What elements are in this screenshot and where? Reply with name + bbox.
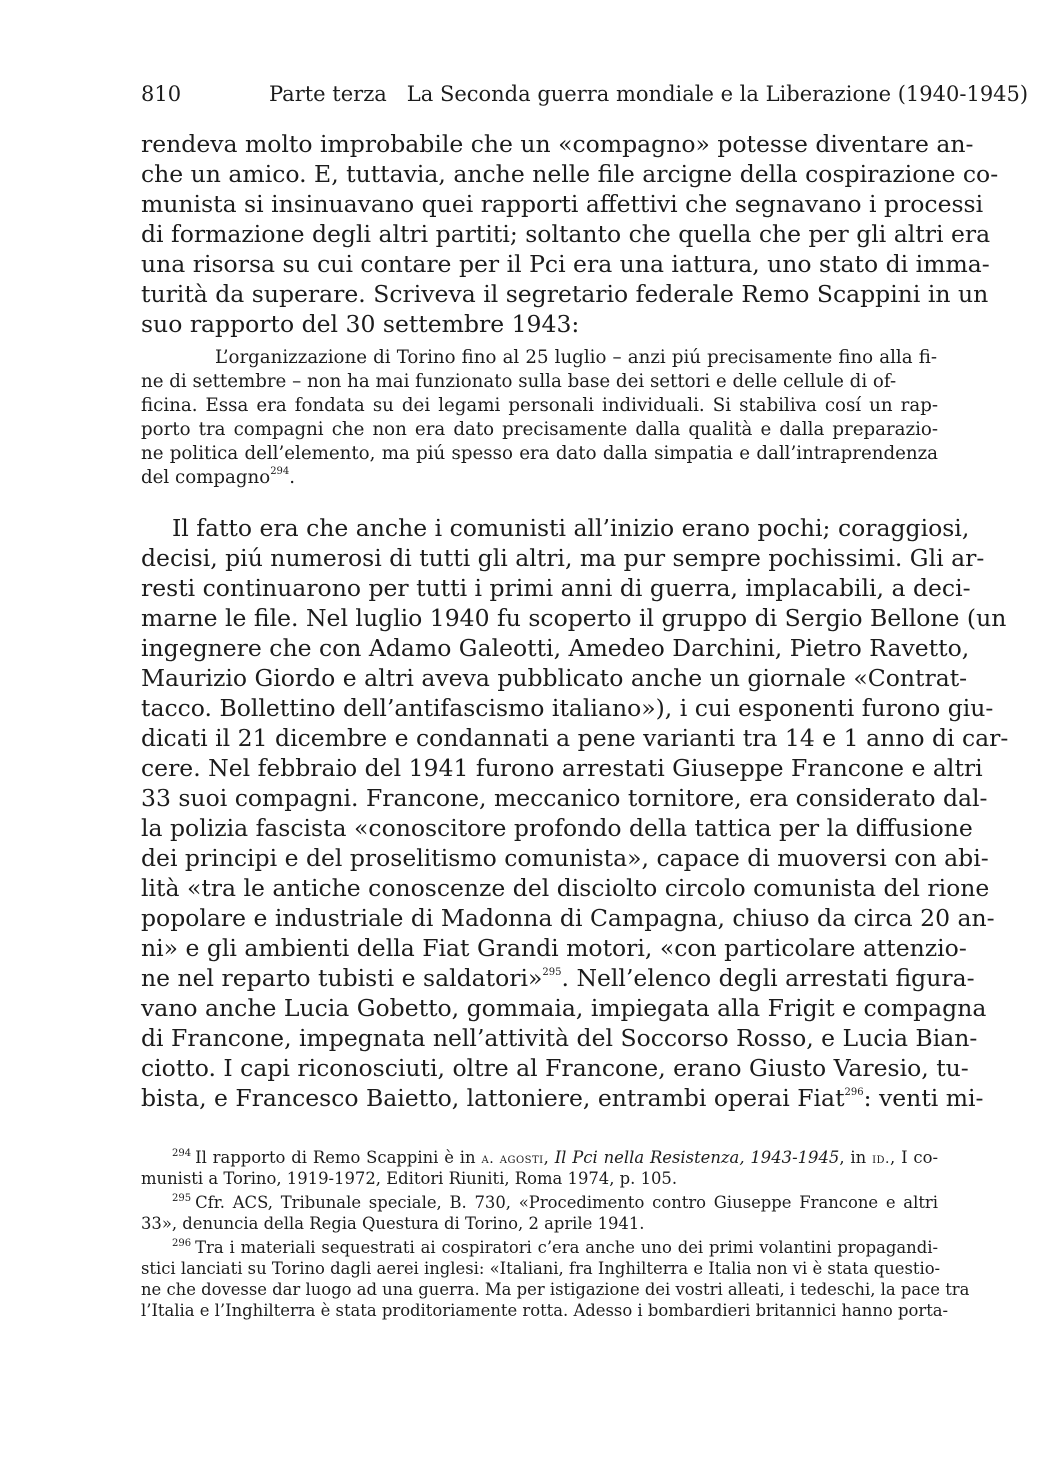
text-line: vano anche Lucia Gobetto, gommaia, impiegata alla Frigit e compagna (141, 994, 987, 1022)
footnote-296 (172, 1238, 938, 1257)
footnote-reference: 295 (542, 967, 562, 979)
text-line: rendeva molto improbabile che un «compagno» potesse diventare an- (141, 130, 974, 158)
footnote-text: Il rapporto di Remo Scappini è in (195, 1148, 482, 1167)
text-line: una risorsa su cui contare per il Pci era una iattura, uno stato di imma- (141, 250, 990, 278)
footnote-number: 296 (172, 1238, 192, 1249)
footnote-294 (172, 1148, 938, 1167)
quote-line: ficina. Essa era fondata su dei legami personali individuali. Si stabiliva cosí un rap- (141, 395, 938, 416)
footnote-295 (172, 1193, 938, 1212)
footnote-book-title: Il Pci nella Resistenza, 1943-1945 (554, 1148, 840, 1167)
text-line: resti continuarono per tutti i primi anni di guerra, implacabili, a deci- (141, 574, 971, 602)
footnote-line: stici lanciati su Torino dagli aerei inglesi: «Italiani, fra Inghilterra e Italia non vi è stata questio- (141, 1259, 941, 1278)
text-line: dicati il 21 dicembre e condannati a pene varianti tra 14 e 1 anno di car- (141, 724, 1009, 752)
text-line: cere. Nel febbraio del 1941 furono arrestati Giuseppe Francone e altri (141, 754, 983, 782)
text-segment: ne nel reparto tubisti e saldatori» (141, 964, 543, 992)
text-line: ingegnere che con Adamo Galeotti, Amedeo Darchini, Pietro Ravetto, (141, 634, 970, 662)
text-line: la polizia fascista «conoscitore profondo della tattica per la diffusione (141, 814, 973, 842)
text-line: di formazione degli altri partiti; soltanto che quella che per gli altri era (141, 220, 991, 248)
footnote-line: 33», denuncia della Regia Questura di Torino, 2 aprile 1941. (141, 1214, 645, 1233)
text-line (141, 1084, 984, 1112)
text-segment: : venti mi- (863, 1084, 984, 1112)
text-line: che un amico. E, tuttavia, anche nelle file arcigne della cospirazione co- (141, 160, 999, 188)
text-line: tacco. Bollettino dell’antifascismo italiano»), i cui esponenti furono giu- (141, 694, 994, 722)
quote-line (141, 467, 295, 488)
quote-text: del compagno (141, 467, 271, 488)
quote-line: L’organizzazione di Torino fino al 25 luglio – anzi piú precisamente fino alla fi- (215, 347, 937, 368)
running-head: Parte terza La Seconda guerra mondiale e la Liberazione (1940-1945) (269, 82, 1029, 106)
text-line: marne le file. Nel luglio 1940 fu scoperto il gruppo di Sergio Bellone (un (141, 604, 1007, 632)
footnote-idem: id. (872, 1151, 891, 1167)
text-line: ni» e gli ambienti della Fiat Grandi motori, «con particolare attenzio- (141, 934, 967, 962)
text-line: Maurizio Giordo e altri aveva pubblicato anche un giornale «Contrat- (141, 664, 968, 692)
footnote-text: Cfr. ACS, Tribunale speciale, B. 730, «Procedimento contro Giuseppe Francone e altri (195, 1193, 938, 1212)
text-line: turità da superare. Scriveva il segretario federale Remo Scappini in un (141, 280, 989, 308)
footnote-line: munisti a Torino, 1919-1972, Editori Riuniti, Roma 1974, p. 105. (141, 1169, 678, 1188)
quote-line: ne di settembre – non ha mai funzionato sulla base dei settori e delle cellule di of- (141, 371, 897, 392)
footnote-line: ne che dovesse dar luogo ad una guerra. Ma per istigazione dei vostri alleati, i tedeschi, la pace tra (141, 1280, 970, 1299)
text-line: ciotto. I capi riconosciuti, oltre al Francone, erano Giusto Varesio, tu- (141, 1054, 969, 1082)
footnote-number: 295 (172, 1193, 192, 1204)
text-line: popolare e industriale di Madonna di Campagna, chiuso da circa 20 an- (141, 904, 995, 932)
text-line: dei principi e del proselitismo comunista», capace di muoversi con abi- (141, 844, 989, 872)
page-number: 810 (141, 82, 182, 106)
text-line: munista si insinuavano quei rapporti affettivi che segnavano i processi (141, 190, 984, 218)
text-line: lità «tra le antiche conoscenze del disciolto circolo comunista del rione (141, 874, 990, 902)
text-line: decisi, piú numerosi di tutti gli altri, ma pur sempre pochissimi. Gli ar- (141, 544, 985, 572)
text-line: 33 suoi compagni. Francone, meccanico tornitore, era considerato dal- (141, 784, 988, 812)
text-line: di Francone, impegnata nell’attività del Soccorso Rosso, e Lucia Bian- (141, 1024, 978, 1052)
quote-line: ne politica dell’elemento, ma piú spesso era dato dalla simpatia e dall’intraprendenza (141, 443, 938, 464)
footnote-reference: 296 (844, 1087, 864, 1099)
page-header (141, 82, 1029, 112)
text-segment: bista, e Francesco Baietto, lattoniere, entrambi operai Fiat (141, 1084, 845, 1112)
text-line: Il fatto era che anche i comunisti all’inizio erano pochi; coraggiosi, (172, 514, 970, 542)
footnote-text: Tra i materiali sequestrati ai cospiratori c’era anche uno dei primi volantini propagandi- (195, 1238, 938, 1257)
quote-text: . (289, 467, 296, 488)
footnote-text: , in (839, 1148, 873, 1167)
text-line: suo rapporto del 30 settembre 1943: (141, 310, 580, 338)
footnote-number: 294 (172, 1148, 192, 1159)
footnote-text: , (543, 1148, 555, 1167)
text-line (141, 964, 975, 992)
footnote-text: , I co- (890, 1148, 939, 1167)
footnote-author: a. agosti (481, 1151, 544, 1167)
footnote-line: l’Italia e l’Inghilterra è stata proditoriamente rotta. Adesso i bombardieri britannici hanno porta- (141, 1301, 949, 1320)
text-segment: . Nell’elenco degli arrestati figura- (561, 964, 975, 992)
footnote-reference: 294 (270, 465, 290, 477)
quote-line: porto tra compagni che non era dato precisamente dalla qualità e dalla preparazio- (141, 419, 938, 440)
